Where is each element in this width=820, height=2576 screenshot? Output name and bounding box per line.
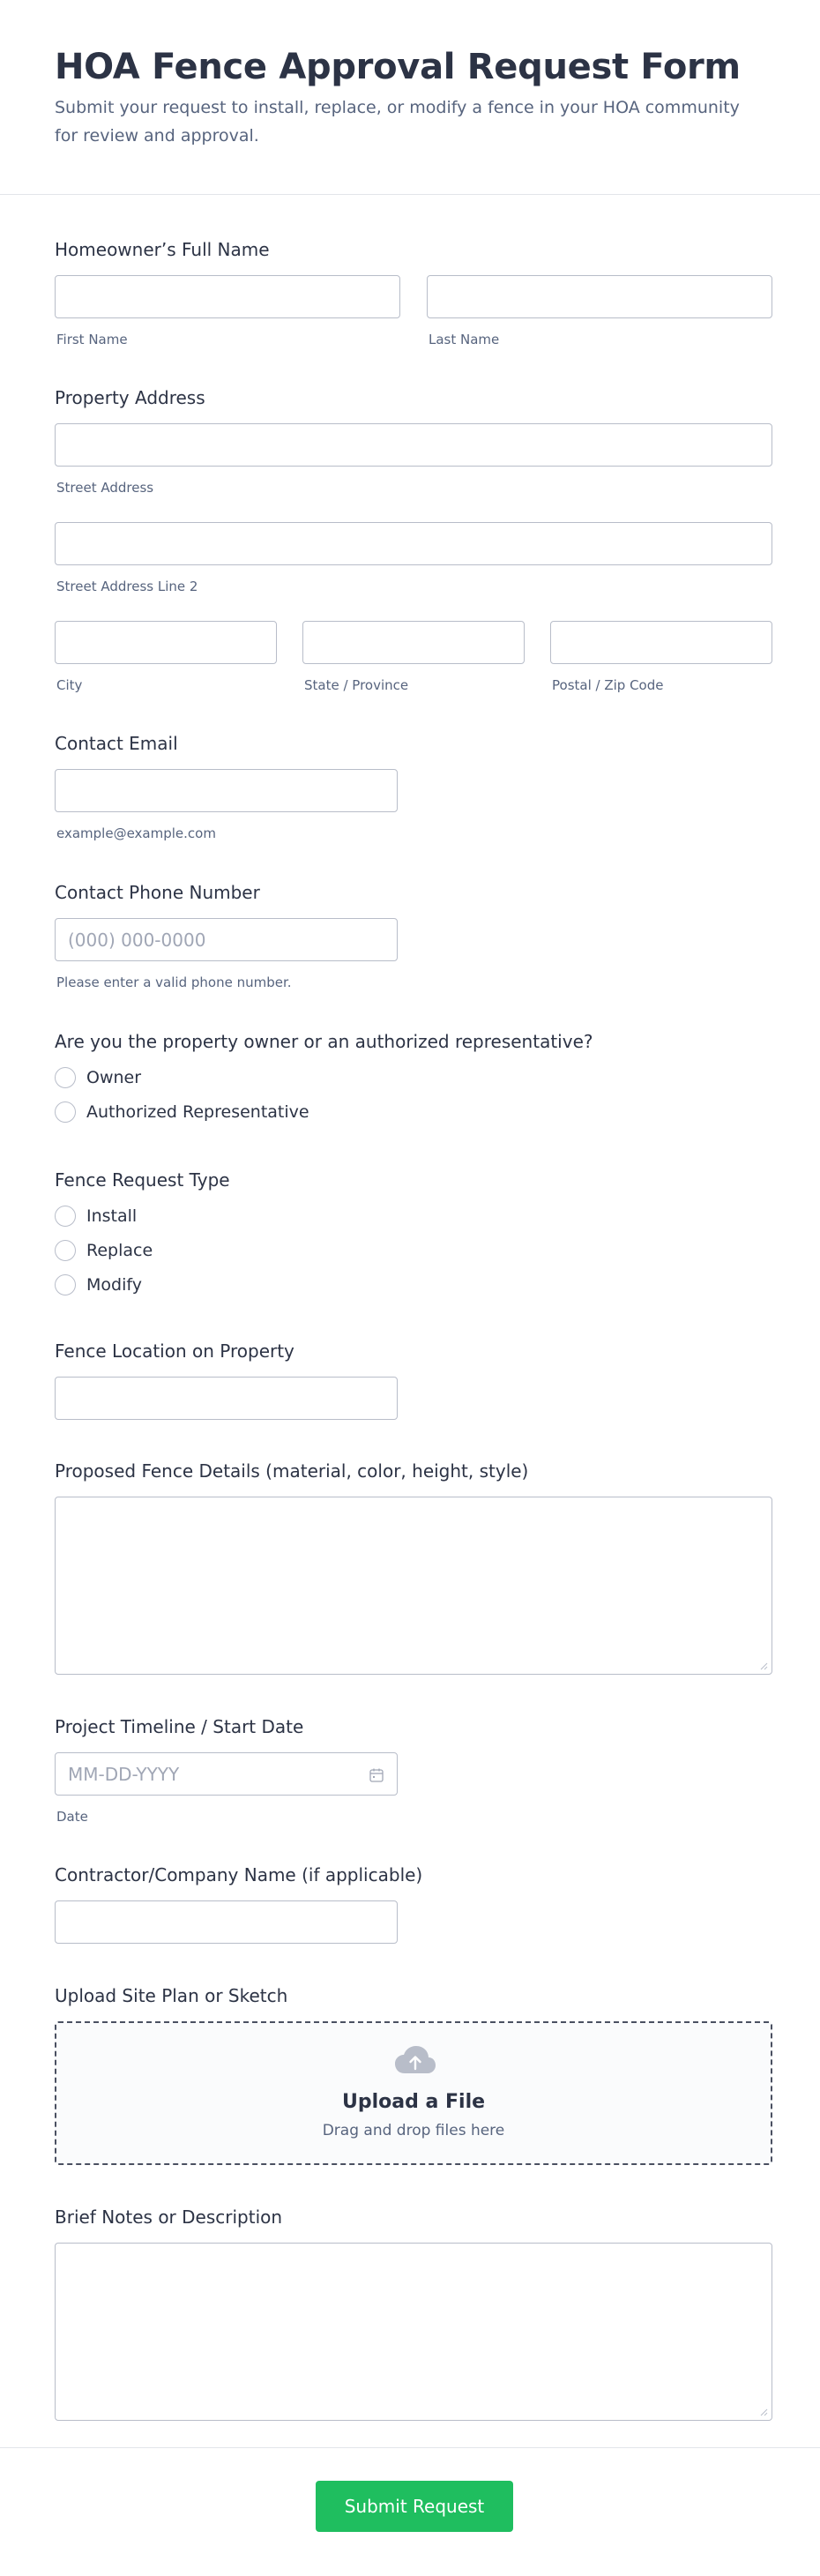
location-input[interactable] (55, 1377, 398, 1420)
zip-input[interactable] (550, 621, 772, 664)
phone-input[interactable] (55, 918, 398, 961)
address-label: Property Address (55, 387, 205, 408)
calendar-icon[interactable] (369, 1767, 384, 1783)
radio-circle[interactable] (55, 1274, 76, 1295)
address-field (55, 386, 772, 695)
email-label: Contact Email (55, 733, 178, 754)
upload-dropzone[interactable] (55, 2021, 772, 2165)
state-input[interactable] (302, 621, 525, 664)
email-field (55, 732, 772, 847)
last-name-sublabel: Last Name (429, 332, 500, 347)
zip-sublabel: Postal / Zip Code (552, 677, 664, 693)
form-header (0, 0, 820, 195)
phone-sublabel: Please enter a valid phone number. (56, 974, 292, 990)
radio-authorized-representative[interactable] (55, 1101, 309, 1123)
city-input[interactable] (55, 621, 277, 664)
radio-circle[interactable] (55, 1101, 76, 1123)
radio-owner-label: Owner (86, 1068, 142, 1087)
date-placeholder: MM-DD-YYYY (68, 1764, 180, 1785)
form-subtitle: Submit your request to install, replace, or modify a fence in your HOA community for review and approval. (55, 98, 740, 146)
owner-field (55, 1030, 772, 1127)
notes-textarea[interactable] (55, 2243, 772, 2421)
name-label: Homeowner’s Full Name (55, 239, 270, 260)
radio-install[interactable] (55, 1206, 137, 1227)
phone-placeholder: (000) 000-0000 (68, 930, 206, 951)
upload-field (55, 1984, 772, 2169)
date-input[interactable] (55, 1752, 398, 1796)
notes-label: Brief Notes or Description (55, 2206, 283, 2228)
timeline-label: Project Timeline / Start Date (55, 1716, 304, 1737)
contractor-field (55, 1863, 772, 1952)
street-address-input[interactable] (55, 423, 772, 467)
contractor-input[interactable] (55, 1900, 398, 1944)
radio-replace[interactable] (55, 1240, 153, 1261)
request-type-field (55, 1169, 772, 1301)
upload-sublabel: Drag and drop files here (322, 2122, 505, 2139)
details-label: Proposed Fence Details (material, color, height, style) (55, 1460, 529, 1482)
last-name-input[interactable] (427, 275, 772, 318)
location-field (55, 1340, 772, 1428)
owner-label: Are you the property owner or an authorized representative? (55, 1031, 593, 1052)
footer-divider (0, 2447, 820, 2448)
contractor-label: Contractor/Company Name (if applicable) (55, 1864, 423, 1885)
radio-modify-label: Modify (86, 1275, 142, 1295)
details-field (55, 1460, 772, 1680)
radio-circle[interactable] (55, 1067, 76, 1088)
resize-handle-icon[interactable] (759, 2408, 768, 2416)
first-name-input[interactable] (55, 275, 400, 318)
details-textarea[interactable] (55, 1497, 772, 1675)
radio-modify[interactable] (55, 1274, 142, 1295)
upload-label: Upload Site Plan or Sketch (55, 1985, 288, 2006)
email-sublabel: example@example.com (56, 825, 216, 841)
upload-title: Upload a File (341, 2091, 486, 2113)
timeline-field (55, 1715, 772, 1830)
radio-authorized-representative-label: Authorized Representative (86, 1102, 309, 1122)
state-sublabel: State / Province (304, 677, 409, 693)
phone-field (55, 881, 772, 996)
resize-handle-icon[interactable] (759, 1661, 768, 1670)
email-input[interactable] (55, 769, 398, 812)
radio-circle[interactable] (55, 1206, 76, 1227)
city-sublabel: City (56, 677, 83, 693)
street-address-sublabel: Street Address (56, 480, 154, 496)
first-name-sublabel: First Name (56, 332, 128, 347)
radio-replace-label: Replace (86, 1241, 153, 1260)
request-type-label: Fence Request Type (55, 1169, 230, 1191)
street-address-line2-sublabel: Street Address Line 2 (56, 579, 198, 594)
radio-owner[interactable] (55, 1067, 141, 1088)
radio-circle[interactable] (55, 1240, 76, 1261)
street-address-line2-input[interactable] (55, 522, 772, 565)
location-label: Fence Location on Property (55, 1340, 294, 1362)
submit-button[interactable]: Submit Request (316, 2481, 513, 2532)
cloud-upload-icon (394, 2045, 436, 2075)
date-sublabel: Date (56, 1809, 88, 1825)
notes-field (55, 2206, 772, 2426)
name-field (55, 238, 772, 353)
phone-label: Contact Phone Number (55, 882, 260, 903)
radio-install-label: Install (86, 1206, 138, 1226)
form-title: HOA Fence Approval Request Form (55, 47, 741, 87)
